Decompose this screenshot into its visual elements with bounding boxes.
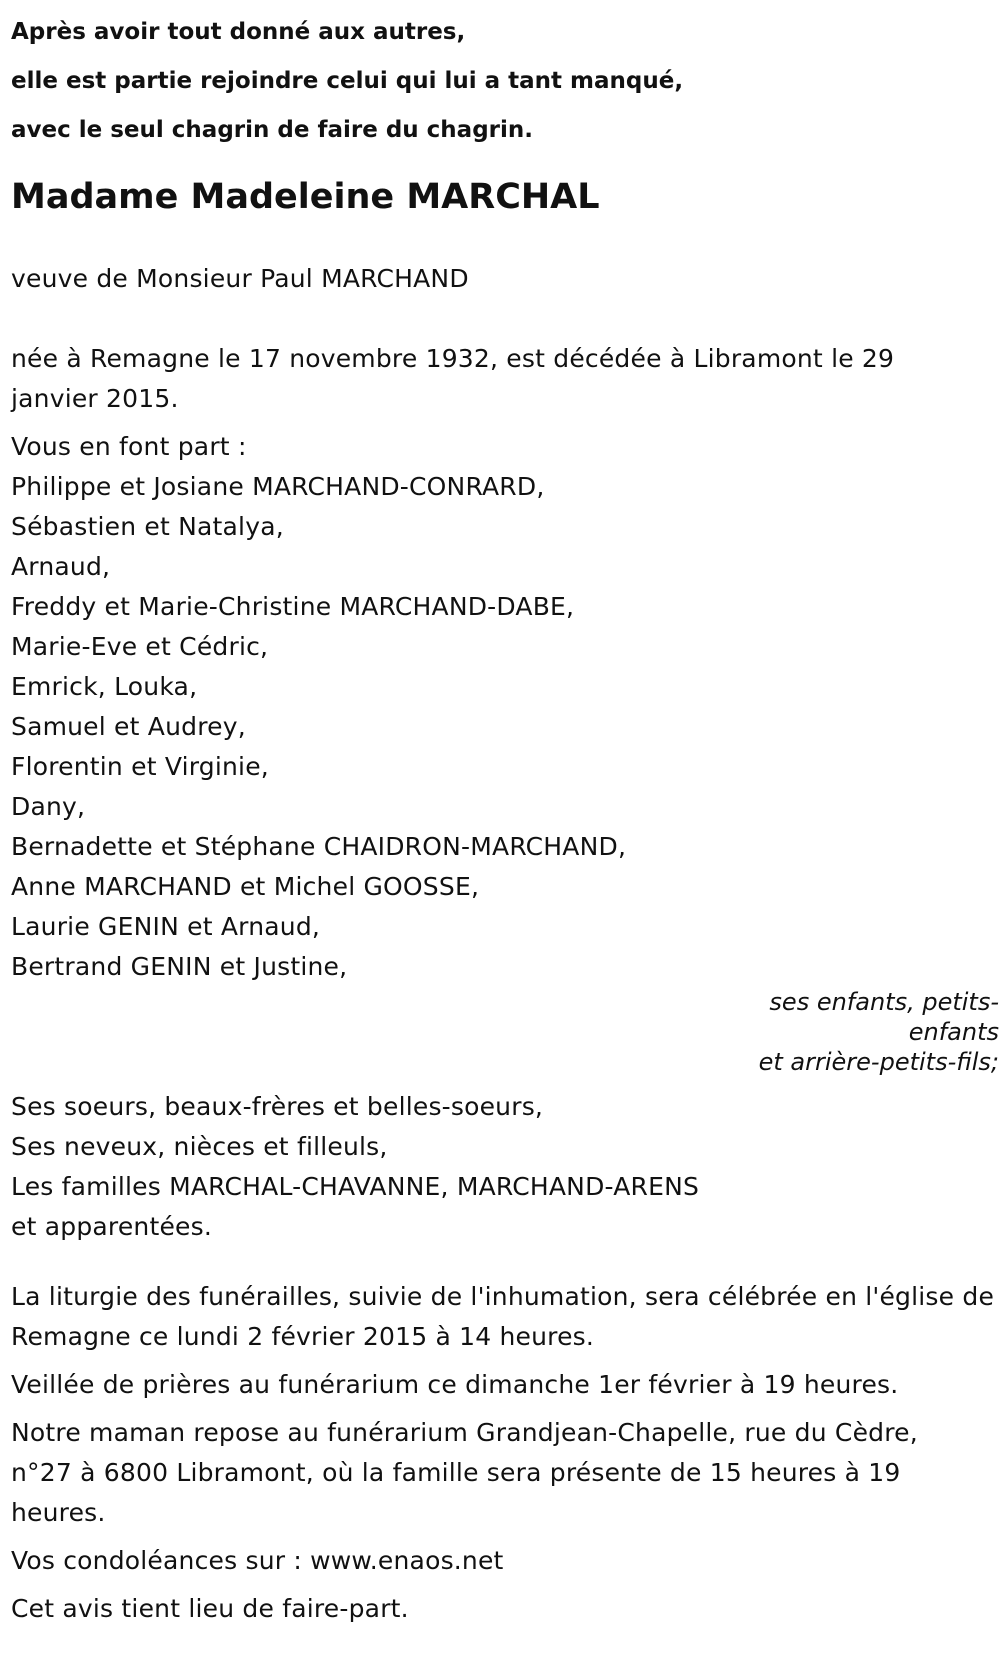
family-list-item: Samuel et Audrey, (11, 712, 246, 741)
family-list-item: Sébastien et Natalya, (11, 512, 284, 541)
family-list-item: Bertrand GENIN et Justine, (11, 952, 348, 981)
vigil-info: Veillée de prières au funérarium ce dimanche 1er février à 19 heures. (11, 1370, 899, 1399)
relatives-line: Les familles MARCHAL-CHAVANNE, MARCHAND-ARENS (11, 1172, 700, 1201)
poem-line: avec le seul chagrin de faire du chagrin. (11, 117, 534, 143)
deceased-name: Madame Madeleine MARCHAL (11, 177, 600, 217)
relation-line: enfants (908, 1018, 999, 1046)
funeral-home-info: Notre maman repose au funérarium Grandjean-Chapelle, rue du Cèdre, n°27 à 6800 Libramont, où la famille sera présente de 15 heures à 19 heures. (11, 1418, 918, 1527)
poem-line: elle est partie rejoindre celui qui lui a tant manqué, (11, 68, 684, 94)
liturgy-info: La liturgie des funérailles, suivie de l'inhumation, sera célébrée en l'église de Remagne ce lundi 2 février 2015 à 14 heures. (11, 1282, 995, 1351)
relation-line: ses enfants, petits- (769, 988, 999, 1016)
family-list-item: Bernadette et Stéphane CHAIDRON-MARCHAND, (11, 832, 627, 861)
relation-caption (11, 987, 999, 1077)
relatives-line: Ses soeurs, beaux-frères et belles-soeurs, (11, 1092, 544, 1121)
widow-of: veuve de Monsieur Paul MARCHAND (11, 264, 469, 293)
family-list-item: Emrick, Louka, (11, 672, 198, 701)
other-relatives (11, 1087, 991, 1247)
family-list (11, 467, 991, 987)
obituary-notice (11, 0, 999, 1629)
family-list-item: Anne MARCHAND et Michel GOOSSE, (11, 872, 480, 901)
family-list-item: Laurie GENIN et Arnaud, (11, 912, 321, 941)
birth-death-info: née à Remagne le 17 novembre 1932, est décédée à Libramont le 29 janvier 2015. (11, 344, 895, 413)
family-list-item: Marie-Eve et Cédric, (11, 632, 269, 661)
family-list-item: Florentin et Virginie, (11, 752, 269, 781)
announce-intro: Vous en font part : (11, 432, 247, 461)
notice-statement: Cet avis tient lieu de faire-part. (11, 1594, 409, 1623)
family-list-item: Arnaud, (11, 552, 111, 581)
family-list-item: Dany, (11, 792, 86, 821)
family-list-item: Freddy et Marie-Christine MARCHAND-DABE, (11, 592, 575, 621)
poem (11, 8, 991, 155)
condolences-info: Vos condoléances sur : www.enaos.net (11, 1546, 504, 1575)
relatives-line: Ses neveux, nièces et filleuls, (11, 1132, 388, 1161)
relation-line: et arrière-petits-fils; (758, 1048, 999, 1076)
poem-line: Après avoir tout donné aux autres, (11, 19, 466, 45)
family-list-item: Philippe et Josiane MARCHAND-CONRARD, (11, 472, 545, 501)
relatives-line: et apparentées. (11, 1212, 212, 1241)
